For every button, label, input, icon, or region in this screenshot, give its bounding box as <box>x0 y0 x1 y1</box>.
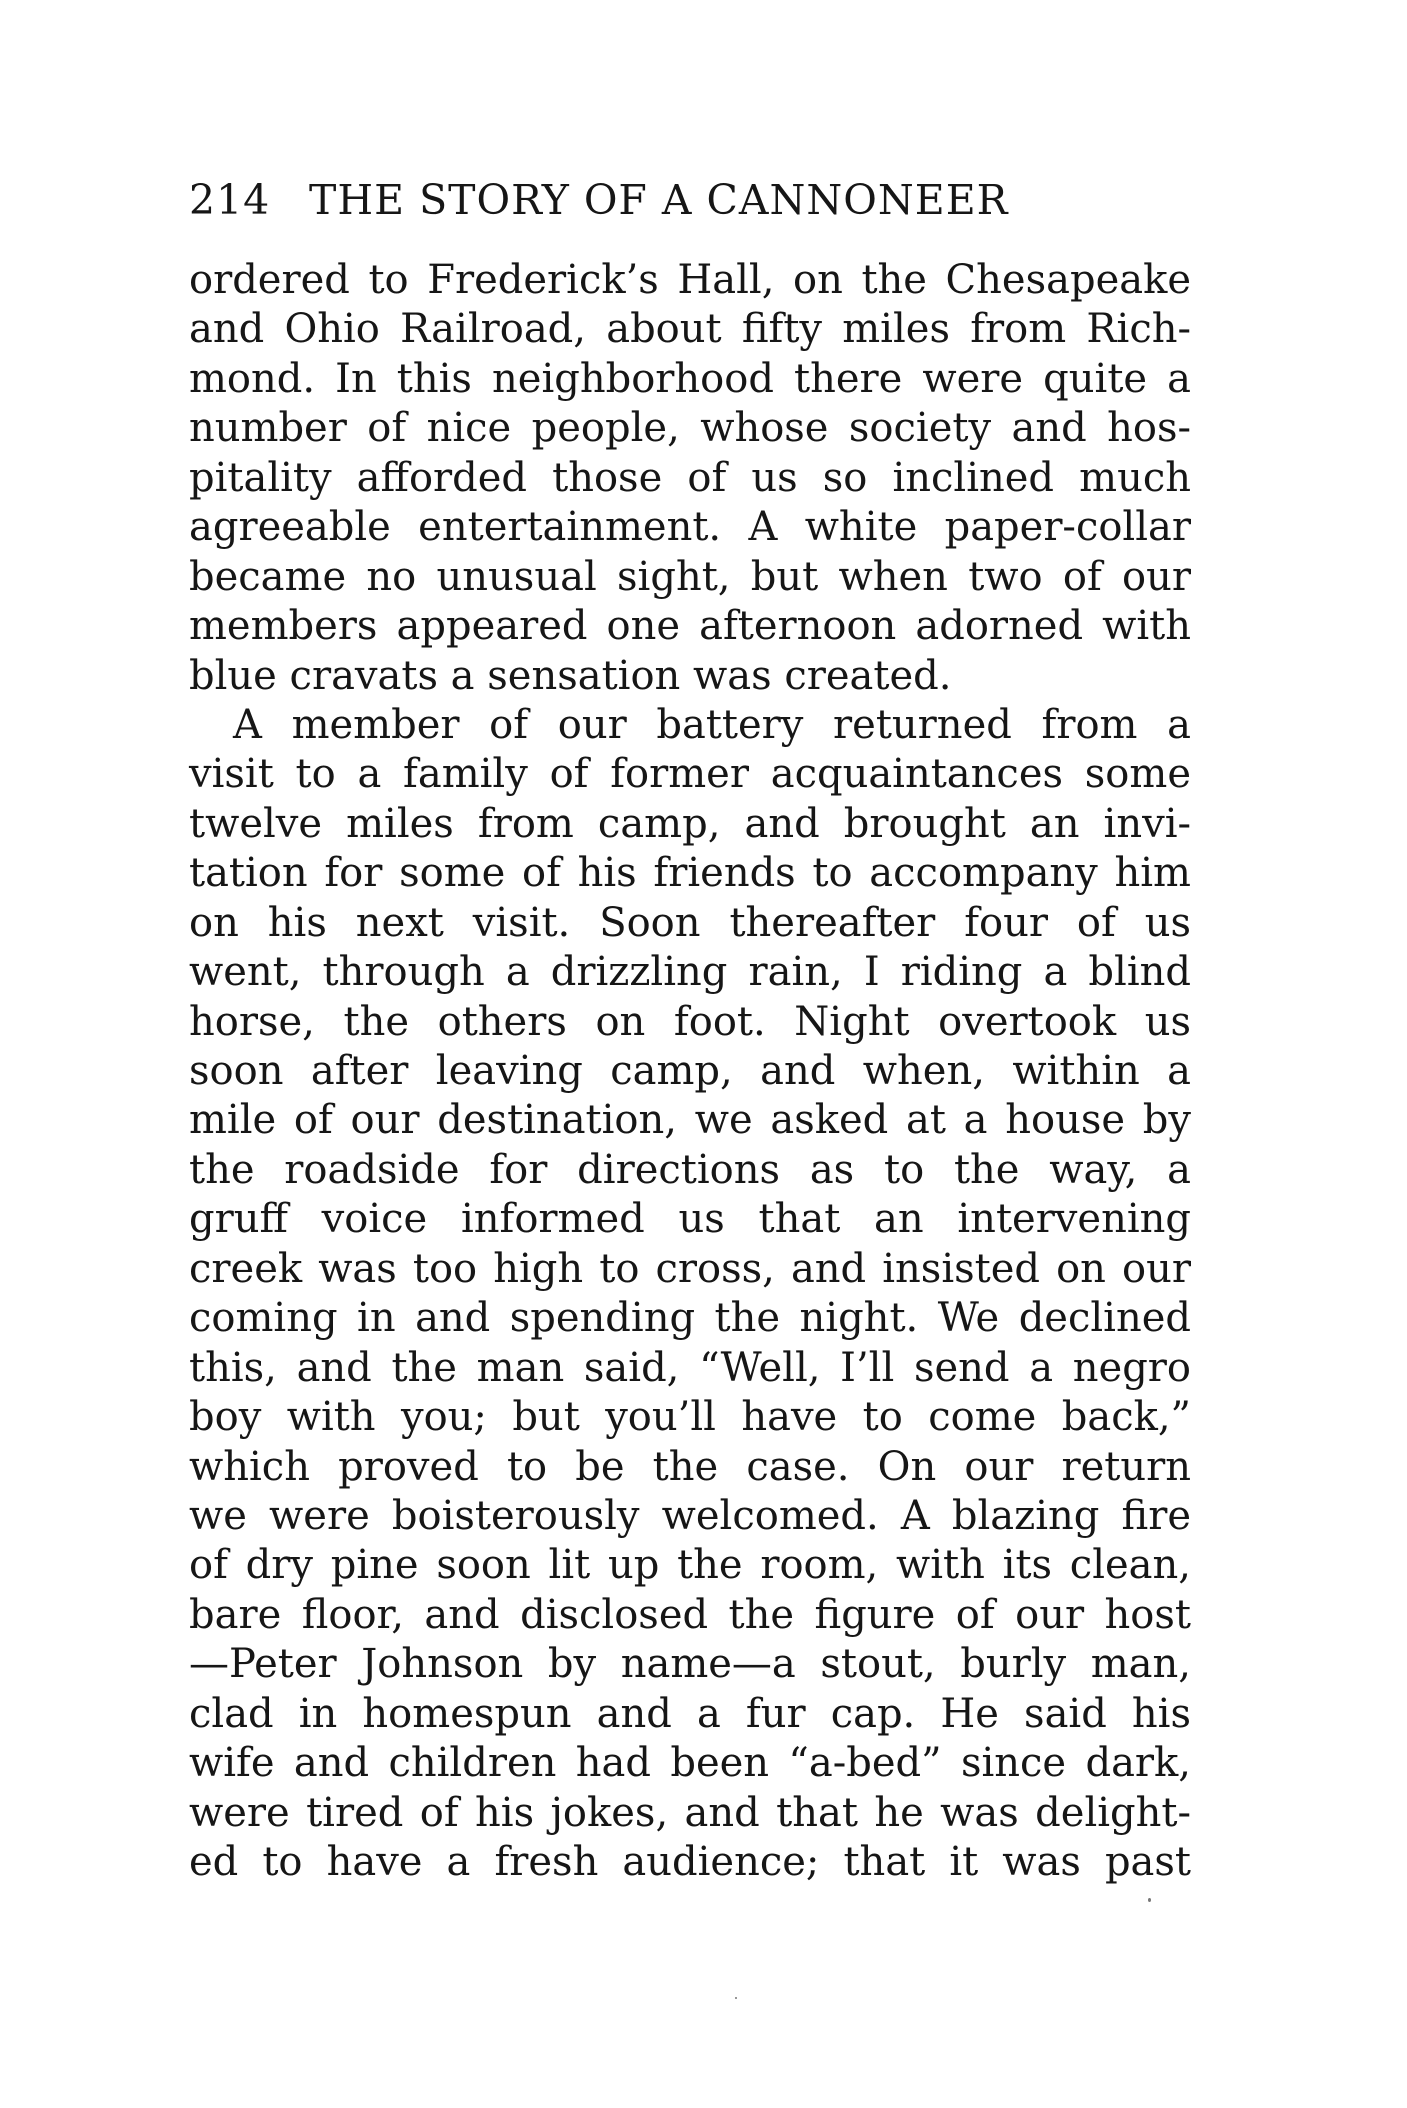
text-line: bare floor, and disclosed the figure of our host <box>189 1591 1191 1638</box>
text-line: horse, the others on foot. Night overtook us <box>189 998 1191 1045</box>
text-line: number of nice people, whose society and hos- <box>189 405 1191 452</box>
text-line: soon after leaving camp, and when, within a <box>189 1048 1191 1094</box>
text-line: visit to a family of former acquaintances some <box>189 751 1191 798</box>
text-line: tation for some of his friends to accompany him <box>189 850 1191 897</box>
running-head <box>189 172 1189 228</box>
text-line: coming in and spending the night. We declined <box>189 1295 1191 1342</box>
text-line: boy with you; but you’ll have to come back,” <box>189 1394 1191 1441</box>
text-line: the roadside for directions as to the way, a <box>189 1146 1191 1193</box>
text-line: A member of our battery returned from a <box>233 701 1191 748</box>
text-line: wife and children had been “a-bed” since dark, <box>189 1740 1191 1787</box>
text-line: members appeared one afternoon adorned with <box>189 603 1191 650</box>
text-line: which proved to be the case. On our return <box>189 1443 1191 1490</box>
text-line: creek was too high to cross, and insisted on our <box>189 1245 1191 1292</box>
text-line: ed to have a fresh audience; that it was past <box>189 1839 1191 1885</box>
text-line: blue cravats a sensation was created. <box>189 652 952 699</box>
text-line: agreeable entertainment. A white paper-collar <box>189 504 1191 551</box>
text-line: twelve miles from camp, and brought an invi- <box>189 800 1191 847</box>
page-number: 214 <box>189 176 271 224</box>
text-line: mond. In this neighborhood there were quite a <box>189 355 1191 402</box>
text-line: pitality afforded those of us so inclined much <box>189 454 1191 501</box>
text-line: on his next visit. Soon thereafter four of us <box>189 899 1191 946</box>
text-line: were tired of his jokes, and that he was delight- <box>189 1789 1191 1836</box>
text-line: ordered to Frederick’s Hall, on the Chesapeake <box>189 257 1191 303</box>
text-line: and Ohio Railroad, about fifty miles from Rich- <box>189 306 1191 353</box>
paper-speck <box>1148 1898 1151 1902</box>
text-line: mile of our destination, we asked at a house by <box>189 1097 1191 1144</box>
text-line: this, and the man said, “Well, I’ll send a negro <box>189 1344 1191 1391</box>
text-line: clad in homespun and a fur cap. He said his <box>189 1690 1191 1737</box>
body-text <box>189 256 1191 1887</box>
text-line: —Peter Johnson by name—a stout, burly man, <box>189 1641 1191 1688</box>
running-title: THE STORY OF A CANNONEER <box>309 176 1009 224</box>
text-line: we were boisterously welcomed. A blazing fire <box>189 1492 1191 1539</box>
paper-speck <box>735 1997 737 1999</box>
text-line: went, through a drizzling rain, I riding a blind <box>189 949 1191 996</box>
text-line: of dry pine soon lit up the room, with its clean, <box>189 1542 1191 1589</box>
text-line: gruff voice informed us that an intervening <box>189 1196 1191 1243</box>
text-line: became no unusual sight, but when two of our <box>189 553 1191 600</box>
